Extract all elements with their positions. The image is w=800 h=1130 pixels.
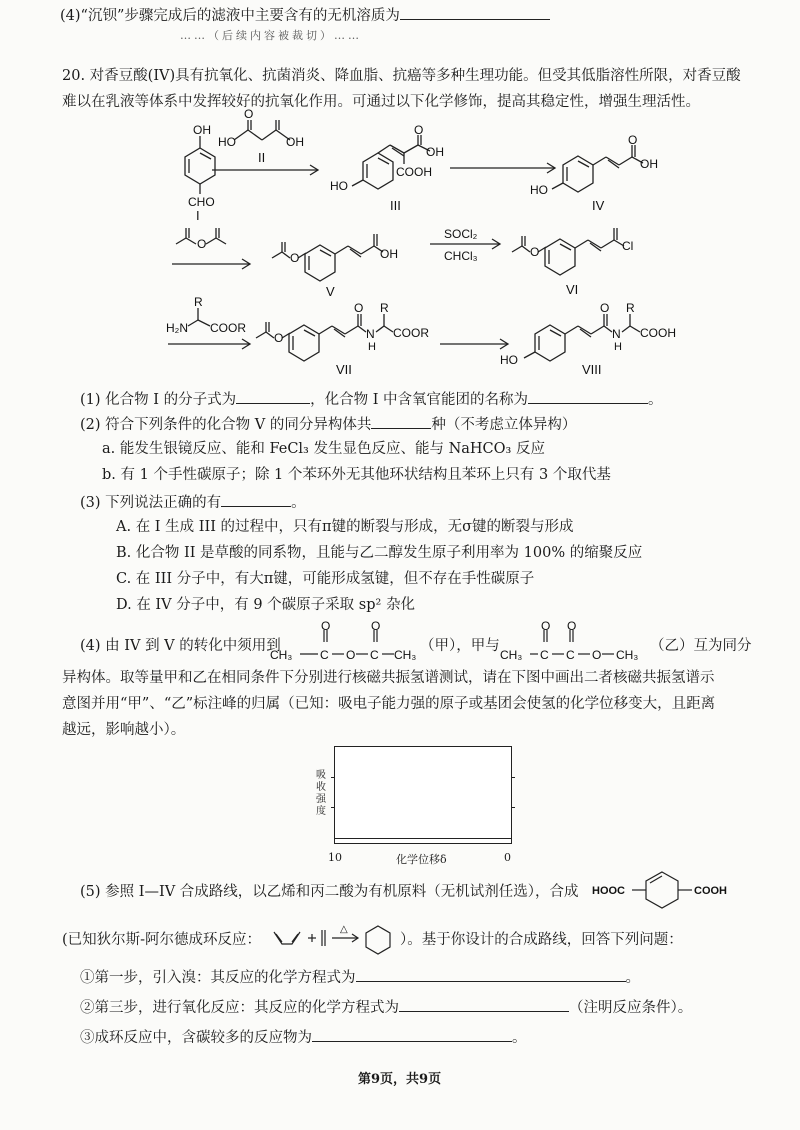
diels-alder-equation [270,920,400,954]
part1-text-b: ，化合物 I 中含氧官能团的名称为 [310,392,529,408]
answer-blank-eq1[interactable] [356,966,626,982]
answer-blank[interactable] [400,4,550,20]
atom-C: C [320,648,329,662]
atom-O: O [628,133,638,147]
nmr-baseline [335,838,511,839]
atom-HO: HO [530,183,548,197]
nmr-tick [331,777,335,778]
atom-N: N [366,327,375,341]
nmr-tick [511,777,515,778]
q19-part4-label: (4)“沉钡”步骤完成后的滤液中主要含有的无机溶质为 [60,8,400,24]
answer-blank-formula[interactable] [236,388,310,404]
part2-text-b: 种（不考虑立体异构） [431,417,577,433]
atom-O: O [346,648,356,662]
q20-part5-known [62,930,261,950]
condition-a: a. 能发生银镜反应、能和 FeCl₃ 发生显色反应、能与 NaHCO₃ 反应 [102,441,545,457]
atom-CH3: CH₃ [394,648,417,662]
part2-text: (2) 符合下列条件的化合物 V 的同分异构体共 [80,417,372,433]
atom-OH: OH [426,145,444,159]
answer-blank-functional-group[interactable] [528,388,648,404]
atom-O: O [600,301,610,315]
atom-H: H [368,341,376,353]
label-III: III [390,198,401,213]
atom-CH3: CH₃ [616,648,639,662]
option-d: D. 在 IV 分子中，有 9 个碳原子采取 sp² 杂化 [116,597,415,613]
q20-part1 [80,388,663,410]
q20-part2 [80,413,576,435]
atom-O: O [530,245,540,259]
option-b: B. 化合物 II 是草酸的同系物，且能与乙二醇发生原子利用率为 100% 的缩聚反应 [116,545,643,561]
q20-part4-yi: （乙）互为同分 [650,638,752,654]
atom-OH: OH [193,123,211,137]
atom-HO: HO [330,179,348,193]
atom-R: R [194,295,203,309]
q20-part5-sub1 [80,966,640,988]
atom-HOOC: HOOC [592,885,625,897]
label-VII: VII [336,362,352,377]
heat-symbol: △ [340,924,348,935]
answer-blank-reactant[interactable] [312,1026,512,1042]
compound-yi-structure [500,619,650,666]
atom-O: O [414,123,424,137]
label-IV: IV [592,198,605,213]
q20-part3 [80,491,306,513]
nmr-tick [331,807,335,808]
target-product-structure [592,866,742,912]
atom-H: H [614,341,622,353]
q20-part4-jia: （甲），甲与 [420,638,500,654]
page-footer: 第9页，共9页 [358,1072,442,1087]
atom-O: O [290,251,300,265]
atom-HO: HO [500,353,518,367]
q20-part4-text-a: (4) 由 IV 到 V 的转化中须用到 [80,638,281,654]
q20-part5-sub2 [80,996,692,1018]
q20-part4-line3: 意图并用“甲”、“乙”标注峰的归属（已知：吸电子能力强的原子或基团会使氢的化学位移变大，且距离 [62,696,716,712]
atom-OH: OH [640,157,658,171]
y-label-char: 度 [316,806,326,817]
part1-end: 。 [648,392,663,408]
part1-text: (1) 化合物 I 的分子式为 [80,392,237,408]
compound-jia-structure [270,619,418,666]
atom-C: C [370,648,379,662]
sub1-text: ①第一步，引入溴：其反应的化学方程式为 [80,970,356,986]
q20-intro-line2: 难以在乳液等体系中发挥较好的抗氧化作用。可通过以下化学修饰，提高其稳定性，增强生理活性。 [62,94,700,110]
atom-COOH: COOH [396,165,432,179]
atom-COOH: COOH [694,885,727,897]
label-V: V [326,284,335,299]
answer-blank-choice[interactable] [221,491,291,507]
atom-HO: HO [218,135,236,149]
option-c: C. 在 III 分子中，有大π键，可能形成氢键，但不存在手性碳原子 [116,571,535,587]
q20-intro-line1: 20. 对香豆酸(IV)具有抗氧化、抗菌消炎、降血脂、抗癌等多种生理功能。但受其低脂溶性所限，对香豆酸 [62,68,741,84]
y-label-char: 收 [316,782,326,793]
atom-O: O [197,237,207,251]
part3-end: 。 [291,495,306,511]
label-II: II [258,150,266,165]
label-I: I [196,208,200,223]
q20-part4-line2: 异构体。取等量甲和乙在相同条件下分别进行核磁共振氢谱测试，请在下图中画出二者核磁共振氢谱示 [62,670,715,686]
label-VI: VI [566,282,579,297]
q20-part4-line4: 越远，影响越小）。 [62,722,186,738]
atom-O: O [321,619,331,633]
answer-blank-isomer-count[interactable] [371,413,431,429]
atom-CH3: CH₃ [270,648,293,662]
q19-part4-text [60,4,550,26]
option-a: A. 在 I 生成 III 的过程中，只有π键的断裂与形成，无σ键的断裂与形成 [116,519,574,535]
label-VIII: VIII [582,362,602,377]
atom-R: R [380,301,389,315]
nmr-x-label: 化学位移δ [396,853,447,866]
diels-alder-label: (已知狄尔斯-阿尔德成环反应： [62,932,262,948]
atom-R: R [626,301,635,315]
sub1-end: 。 [625,970,640,986]
atom-COOH: COOH [640,326,676,340]
sub3-end: 。 [512,1030,527,1046]
nmr-plot-area[interactable] [334,746,512,844]
sub2-text: ②第三步，进行氧化反应：其反应的化学方程式为 [80,1000,399,1016]
reaction-scheme [0,107,800,380]
y-label-char: 吸 [316,770,326,781]
answer-blank-eq2[interactable] [399,996,569,1012]
atom-OH: OH [286,135,304,149]
atom-N: N [612,327,621,341]
q20-part5-text: (5) 参照 I—IV 合成路线，以乙烯和丙二酸为有机原料（无机试剂任选），合成 [80,884,579,900]
part3-text: (3) 下列说法正确的有 [80,495,222,511]
nmr-tick [511,807,515,808]
sub3-text: ③成环反应中，含碳较多的反应物为 [80,1030,312,1046]
reagent-socl2: SOCl₂ [444,227,478,241]
q20-part5-known-end: ）。基于你设计的合成路线，回答下列问题： [400,932,683,948]
reagent-chcl3: CHCl₃ [444,249,478,263]
atom-H2N: H₂N [166,321,188,335]
atom-COOR: COOR [210,321,246,335]
nmr-x-right: 0 [504,851,511,864]
atom-O: O [371,619,381,633]
sub2-end: （注明反应条件）。 [569,1000,693,1016]
y-label-char: 强 [316,794,326,805]
atom-O: O [567,619,577,633]
cut-off-line: ……（后续内容被裁切）…… [180,29,362,42]
atom-O: O [592,648,602,662]
atom-O: O [274,331,284,345]
nmr-y-label [314,770,328,818]
atom-O: O [244,107,254,121]
atom-O: O [354,301,364,315]
nmr-x-left: 10 [328,851,342,864]
atom-COOR: COOR [393,326,429,340]
atom-CHO: CHO [188,195,215,209]
atom-Cl: Cl [622,239,634,253]
condition-b: b. 有 1 个手性碳原子；除 1 个苯环外无其他环状结构且苯环上只有 3 个取代基 [102,467,611,483]
q20-part5-sub3 [80,1026,527,1048]
atom-C: C [566,648,575,662]
atom-CH3: CH₃ [500,648,523,662]
atom-O: O [541,619,551,633]
atom-OH: OH [380,247,398,261]
atom-C: C [540,648,549,662]
